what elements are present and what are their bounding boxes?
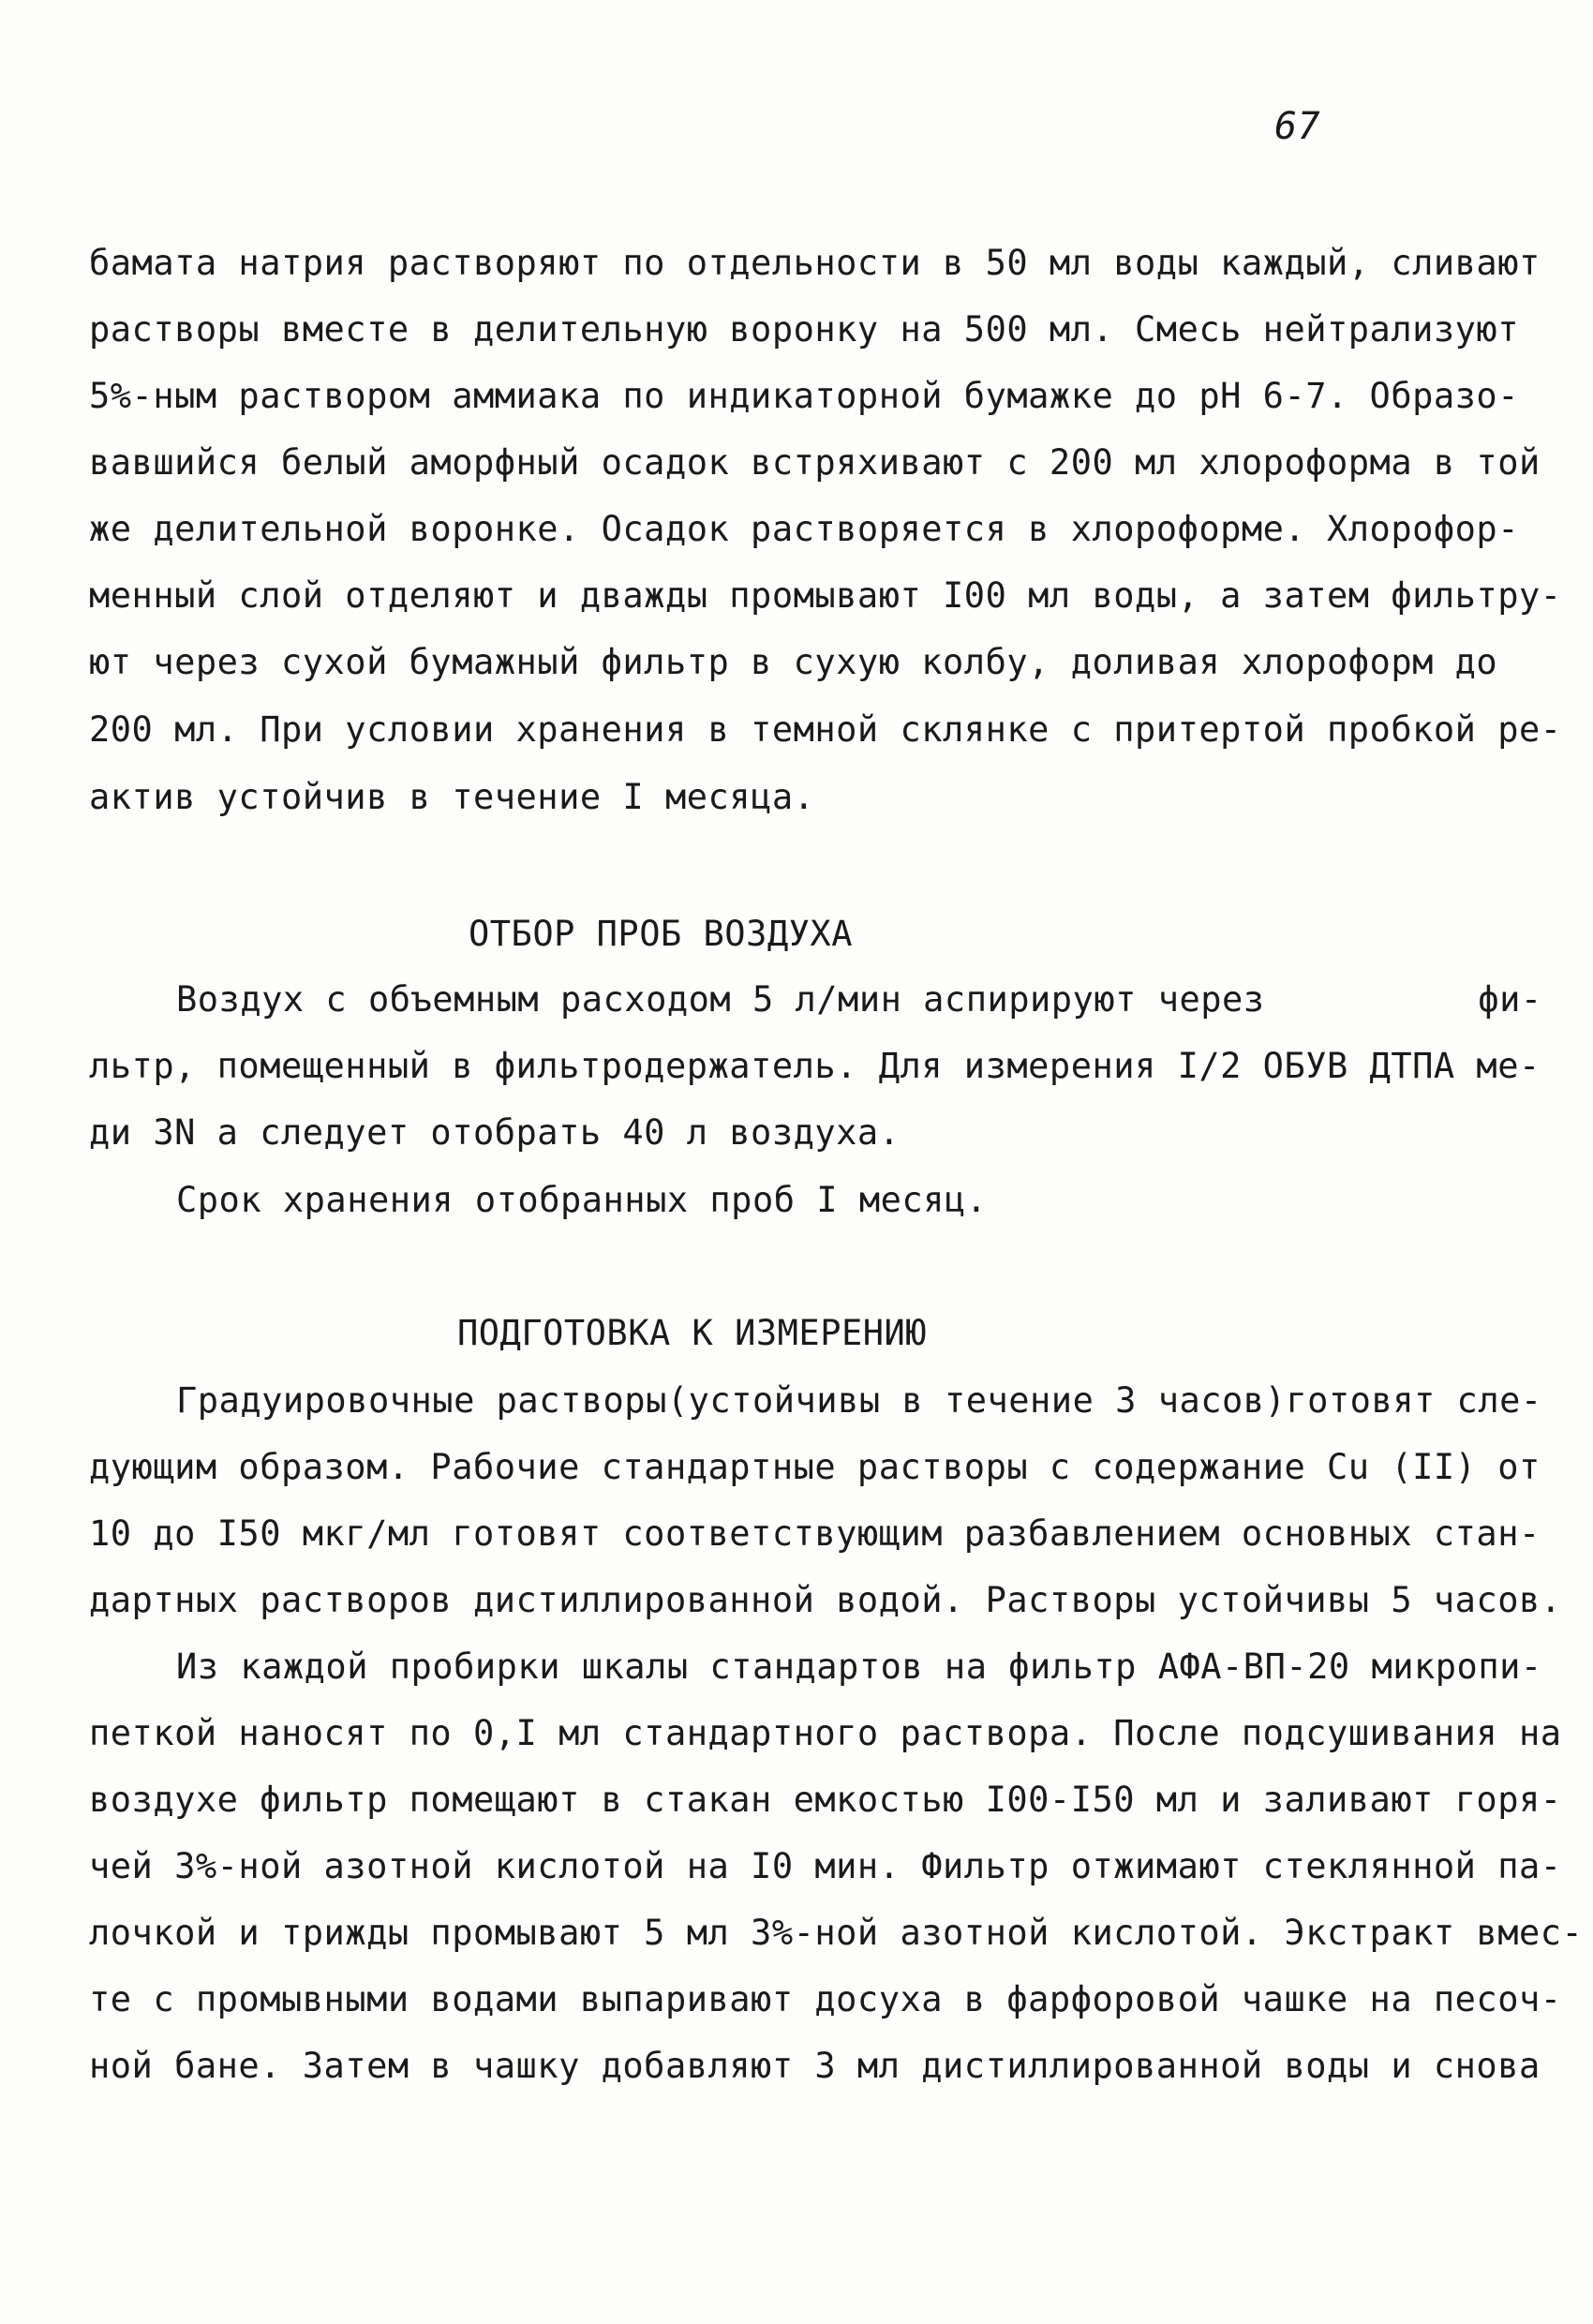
text-line: Из каждой пробирки шкалы стандартов на фильтр АФА-ВП-20 микропи- <box>176 1646 1542 1687</box>
text-line: дартных растворов дистиллированной водой. Растворы устойчивы 5 часов. <box>89 1580 1562 1620</box>
text-line: лочкой и трижды промывают 5 мл 3%-ной азотной кислотой. Экстракт вмес- <box>89 1913 1584 1953</box>
text-line: дующим образом. Рабочие стандартные растворы с содержание Cu (II) от <box>89 1447 1541 1487</box>
text-line: чей 3%-ной азотной кислотой на I0 мин. Фильтр отжимают стеклянной па- <box>89 1846 1562 1886</box>
text-line: же делительной воронке. Осадок растворяется в хлороформе. Хлорофор- <box>89 509 1519 549</box>
text-line: воздухе фильтр помещают в стакан емкостью I00-I50 мл и заливают горя- <box>89 1780 1562 1820</box>
text-line: ют через сухой бумажный фильтр в сухую колбу, доливая хлороформ до <box>89 642 1498 682</box>
text-line: льтр, помещенный в фильтродержатель. Для измерения I/2 ОБУВ ДТПА ме- <box>89 1046 1541 1086</box>
text-line: актив устойчив в течение I месяца. <box>89 777 815 817</box>
text-line: Воздух с объемным расходом 5 л/мин аспирируют через фи- <box>176 979 1542 1020</box>
section-heading-air-sampling: ОТБОР ПРОБ ВОЗДУХА <box>469 914 853 954</box>
text-line: 10 до I50 мкг/мл готовят соответствующим разбавлением основных стан- <box>89 1513 1541 1554</box>
text-line: Срок хранения отобранных проб I месяц. <box>176 1180 988 1220</box>
text-line: менный слой отделяют и дважды промывают I00 мл воды, а затем фильтру- <box>89 575 1562 616</box>
text-line: 200 мл. При условии хранения в темной склянке с притертой пробкой ре- <box>89 709 1562 750</box>
text-line: те с промывными водами выпаривают досуха в фарфоровой чашке на песоч- <box>89 1979 1562 2019</box>
text-line: вавшийся белый аморфный осадок встряхивают с 200 мл хлороформа в той <box>89 442 1541 483</box>
page-number: 67 <box>1274 105 1321 148</box>
text-line: 5%-ным раствором аммиака по индикаторной бумажке до pH 6-7. Образо- <box>89 376 1519 416</box>
text-line: Градуировочные растворы(устойчивы в течение 3 часов)готовят сле- <box>176 1380 1542 1421</box>
text-line: ди 3N а следует отобрать 40 л воздуха. <box>89 1112 901 1153</box>
section-heading-measurement-prep: ПОДГОТОВКА К ИЗМЕРЕНИЮ <box>457 1313 928 1353</box>
text-line: петкой наносят по 0,I мл стандартного раствора. После подсушивания на <box>89 1713 1562 1753</box>
text-line: бамата натрия растворяют по отдельности в 50 мл воды каждый, сливают <box>89 243 1541 283</box>
text-line: растворы вместе в делительную воронку на 500 мл. Смесь нейтрализуют <box>89 309 1519 350</box>
text-line: ной бане. Затем в чашку добавляют 3 мл дистиллированной воды и снова <box>89 2046 1541 2086</box>
